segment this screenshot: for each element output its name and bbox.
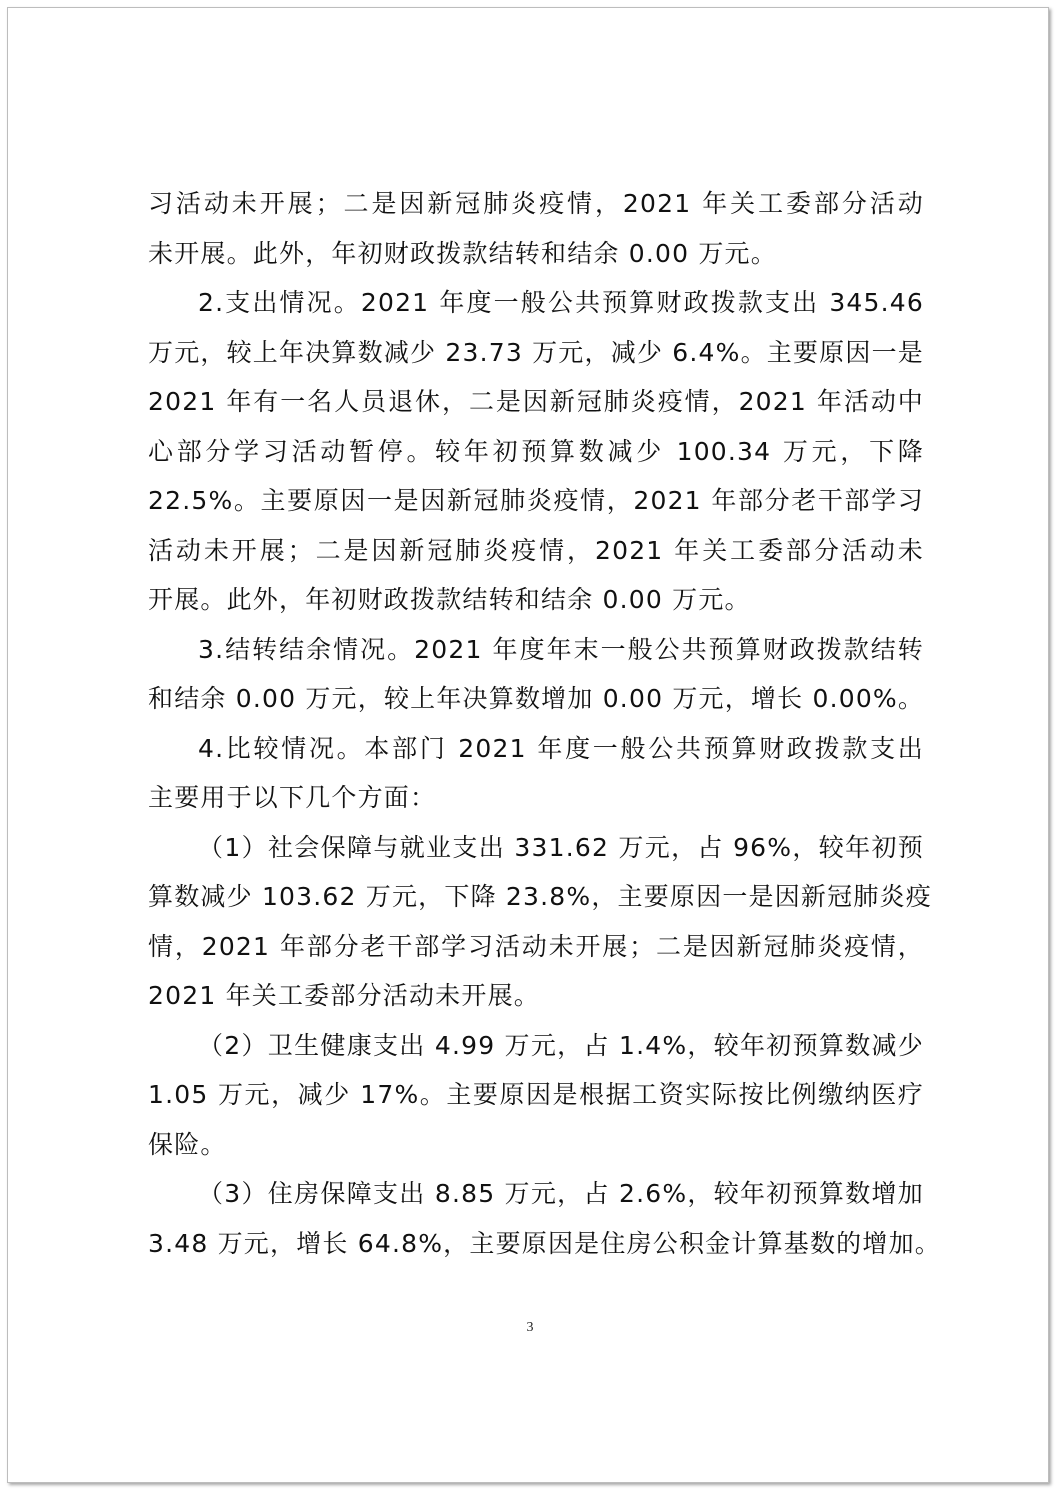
page-number: 3 bbox=[526, 1320, 534, 1335]
paragraph-continuation bbox=[148, 179, 924, 278]
text-line: （1）社会保障与就业支出 331.62 万元，占 96%，较年初预 bbox=[198, 832, 924, 862]
text-line: 心部分学习活动暂停。较年初预算数减少 100.34 万元，下降 bbox=[148, 436, 924, 466]
text-line: 活动未开展；二是因新冠肺炎疫情，2021 年关工委部分活动未 bbox=[148, 535, 924, 565]
text-line: 2021 年关工委部分活动未开展。 bbox=[148, 981, 540, 1010]
text-line: 1.05 万元，减少 17%。主要原因是根据工资实际按比例缴纳医疗 bbox=[148, 1080, 924, 1109]
text-line: 22.5%。主要原因一是因新冠肺炎疫情，2021 年部分老干部学习 bbox=[148, 486, 924, 515]
text-line: 3.48 万元，增长 64.8%，主要原因是住房公积金计算基数的增加。 bbox=[148, 1228, 941, 1258]
paragraph-health bbox=[148, 1021, 924, 1170]
document-body bbox=[148, 179, 941, 1268]
text-line: 4.比较情况。本部门 2021 年度一般公共预算财政拨款支出 bbox=[198, 733, 924, 763]
paragraph-comparison bbox=[148, 724, 924, 823]
text-line: 2021 年有一名人员退休，二是因新冠肺炎疫情，2021 年活动中 bbox=[148, 387, 924, 416]
text-line: 和结余 0.00 万元，较上年决算数增加 0.00 万元，增长 0.00%。 bbox=[148, 684, 925, 713]
text-line: 万元，较上年决算数减少 23.73 万元，减少 6.4%。主要原因一是 bbox=[148, 337, 924, 367]
text-line: 习活动未开展；二是因新冠肺炎疫情，2021 年关工委部分活动 bbox=[148, 189, 924, 218]
text-line: 保险。 bbox=[148, 1129, 227, 1159]
text-line: 2.支出情况。2021 年度一般公共预算财政拨款支出 345.46 bbox=[198, 288, 924, 317]
text-line: 开展。此外，年初财政拨款结转和结余 0.00 万元。 bbox=[148, 585, 751, 614]
paragraph-carryover bbox=[148, 625, 924, 724]
text-line: （2）卫生健康支出 4.99 万元，占 1.4%，较年初预算数减少 bbox=[198, 1030, 924, 1060]
text-line: 未开展。此外，年初财政拨款结转和结余 0.00 万元。 bbox=[148, 238, 777, 268]
text-line: 主要用于以下几个方面： bbox=[148, 783, 437, 812]
text-line: 情，2021 年部分老干部学习活动未开展；二是因新冠肺炎疫情， bbox=[148, 931, 924, 961]
paragraph-housing bbox=[148, 1169, 941, 1268]
text-line: 3.结转结余情况。2021 年度年末一般公共预算财政拨款结转 bbox=[198, 634, 924, 664]
text-line: 算数减少 103.62 万元，下降 23.8%，主要原因一是因新冠肺炎疫 bbox=[148, 882, 932, 911]
paragraph-social-security bbox=[148, 823, 932, 1021]
paragraph-expenditure bbox=[148, 278, 924, 625]
text-line: （3）住房保障支出 8.85 万元，占 2.6%，较年初预算数增加 bbox=[198, 1179, 924, 1208]
